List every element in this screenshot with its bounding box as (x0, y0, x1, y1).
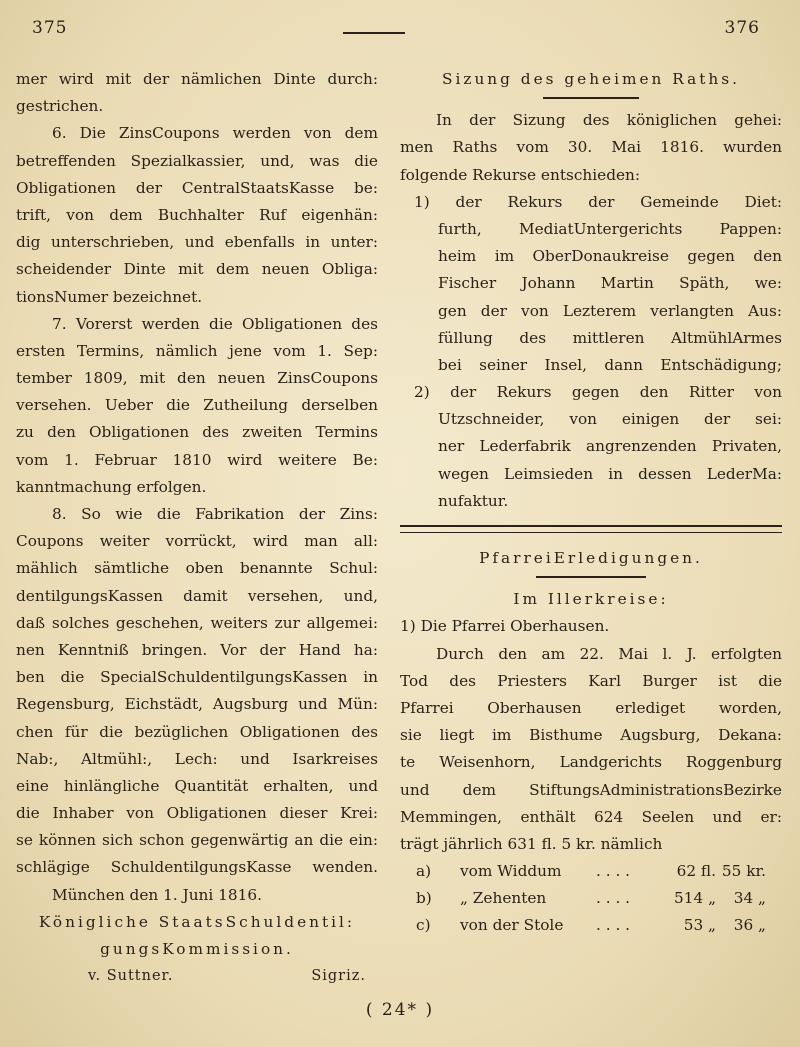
text-line: ner Lederfabrik angrenzenden Privaten, (438, 437, 782, 456)
section-heading-pfarrei: PfarreiErledigungen. (479, 549, 703, 567)
text-line: bei seiner Insel, dann Entschädigung; (438, 355, 782, 374)
text-line: eine hinlängliche Quantität erhalten, und (16, 776, 378, 795)
income-kr: 36 „ (733, 916, 766, 935)
income-dots: . . . . (596, 916, 631, 935)
text-line: 1) der Rekurs der Gemeinde Diet: (414, 192, 782, 211)
text-line: nen Kenntniß bringen. Vor der Hand ha: (16, 640, 378, 659)
left-column-text (16, 66, 378, 909)
text-line: gestrichen. (16, 97, 104, 116)
text-line: te Weisenhorn, Landgerichts Roggenburg (400, 753, 782, 772)
signatures (16, 963, 378, 990)
income-fl: 62 fl. (676, 862, 716, 881)
heading-rule (543, 97, 639, 99)
signer-suttner: v. Suttner. (88, 968, 174, 985)
text-line: Fischer Johann Martin Späth, we: (438, 274, 782, 293)
text-line: dentilgungsKassen damit versehen, und, (16, 586, 378, 605)
text-line: daß solches geschehen, weiters zur allgemei: (16, 613, 378, 632)
signer-sigriz: Sigriz. (311, 968, 366, 985)
header-rule (343, 32, 405, 34)
income-kr: 55 kr. (721, 862, 766, 881)
income-fl: 514 „ (674, 889, 716, 908)
text-line: Nab:, Altmühl:, Lech: und Isarkreises (16, 749, 378, 768)
text-line: In der Sizung des königlichen gehei: (436, 111, 782, 130)
text-line: und dem StiftungsAdministrationsBezirke (400, 780, 782, 799)
commission-line-1: Königliche StaatsSchuldentil: (38, 912, 356, 931)
text-line: Durch den am 22. Mai l. J. erfolgten (436, 644, 782, 663)
income-table (400, 858, 782, 940)
text-line: vom 1. Februar 1810 wird weitere Be: (16, 450, 378, 469)
text-line: Coupons weiter vorrückt, wird man all: (16, 532, 378, 551)
income-dots: . . . . (596, 862, 631, 881)
income-text: von der Stole (460, 916, 564, 935)
text-line: 2) der Rekurs gegen den Ritter von (414, 383, 782, 402)
subheading-illerkreis: Im Illerkreise: (513, 590, 669, 609)
text-line: Pfarrei Oberhausen erlediget worden, (400, 698, 782, 717)
income-text: „ Zehenten (460, 889, 547, 908)
text-line: versehen. Ueber die Zutheilung derselben (16, 396, 378, 415)
heading-rule (536, 576, 646, 578)
text-line: trägt jährlich 631 fl. 5 kr. nämlich (400, 834, 663, 853)
text-line: 1) Die Pfarrei Oberhausen. (400, 617, 610, 636)
income-row (400, 858, 782, 885)
text-line: ben die SpecialSchuldentilgungsKassen in (16, 668, 378, 687)
income-dots: . . . . (596, 889, 631, 908)
page-number-right: 376 (724, 18, 760, 38)
income-row (400, 885, 782, 912)
income-label: b) (416, 889, 432, 908)
text-line: tember 1809, mit den neuen ZinsCoupons (16, 369, 378, 388)
income-kr: 34 „ (733, 889, 766, 908)
text-line: München den 1. Juni 1816. (52, 885, 262, 904)
signature-mark: ( 24* ) (365, 1000, 435, 1020)
text-line: se können sich schon gegenwärtig an die ein: (16, 831, 378, 850)
commission-line-2: gungsKommission. (100, 940, 294, 959)
text-line: trift, von dem Buchhalter Ruf eigenhän: (16, 205, 378, 224)
rekurse-text (400, 107, 782, 515)
income-label: a) (416, 862, 432, 881)
text-line: 8. So wie die Fabrikation der Zins: (52, 505, 378, 523)
text-line: furth, MediatUntergerichts Pappen: (438, 219, 782, 238)
text-line: 7. Vorerst werden die Obligationen des (52, 314, 378, 333)
text-line: Regensburg, Eichstädt, Augsburg und Mün: (16, 695, 378, 714)
left-column (16, 66, 378, 990)
section-heading-geheimer-rath: Sizung des geheimen Raths. (442, 70, 740, 88)
text-line: die Inhaber von Obligationen dieser Krei: (16, 804, 378, 823)
text-line: ersten Termins, nämlich jene vom 1. Sep: (16, 341, 378, 360)
text-line: heim im OberDonaukreise gegen den (438, 247, 782, 266)
text-line: scheidender Dinte mit dem neuen Obliga: (16, 260, 378, 279)
text-line: men Raths vom 30. Mai 1816. wurden (400, 138, 782, 157)
text-line: tionsNumer bezeichnet. (16, 287, 203, 306)
text-line: sie liegt im Bisthume Augsburg, Dekana: (400, 726, 782, 745)
text-line: schlägige SchuldentilgungsKasse wenden. (16, 858, 378, 877)
text-line: füllung des mittleren AltmühlArmes (438, 328, 782, 347)
text-line: Utzschneider, von einigen der sei: (438, 410, 782, 429)
text-line: mählich sämtliche oben benannte Schul: (16, 559, 378, 578)
text-line: Tod des Priesters Karl Burger ist die (400, 671, 782, 690)
section-divider (400, 525, 782, 533)
text-line: mer wird mit der nämlichen Dinte durch: (16, 70, 378, 88)
text-line: betreffenden Spezialkassier, und, was die (16, 151, 378, 170)
income-fl: 53 „ (683, 916, 716, 935)
right-column (400, 66, 782, 940)
text-line: gen der von Lezterem verlangten Aus: (438, 301, 782, 320)
text-line: nufaktur. (438, 491, 509, 510)
text-line: zu den Obligationen des zweiten Termins (16, 423, 378, 442)
text-line: folgende Rekurse entschieden: (400, 165, 641, 184)
page-number-left: 375 (32, 18, 68, 38)
text-line: Obligationen der CentralStaatsKasse be: (16, 178, 378, 197)
text-line: wegen Leimsieden in dessen LederMa: (438, 464, 782, 483)
pfarrei-text (400, 613, 782, 858)
text-line: Memmingen, enthält 624 Seelen und er: (400, 807, 782, 826)
text-line: 6. Die ZinsCoupons werden von dem (52, 124, 378, 143)
income-label: c) (416, 916, 431, 935)
income-text: vom Widdum (460, 862, 562, 881)
income-row (400, 912, 782, 939)
text-line: kanntmachung erfolgen. (16, 477, 207, 496)
text-line: chen für die bezüglichen Obligationen des (16, 722, 378, 741)
text-line: dig unterschrieben, und ebenfalls in unter: (16, 233, 378, 252)
